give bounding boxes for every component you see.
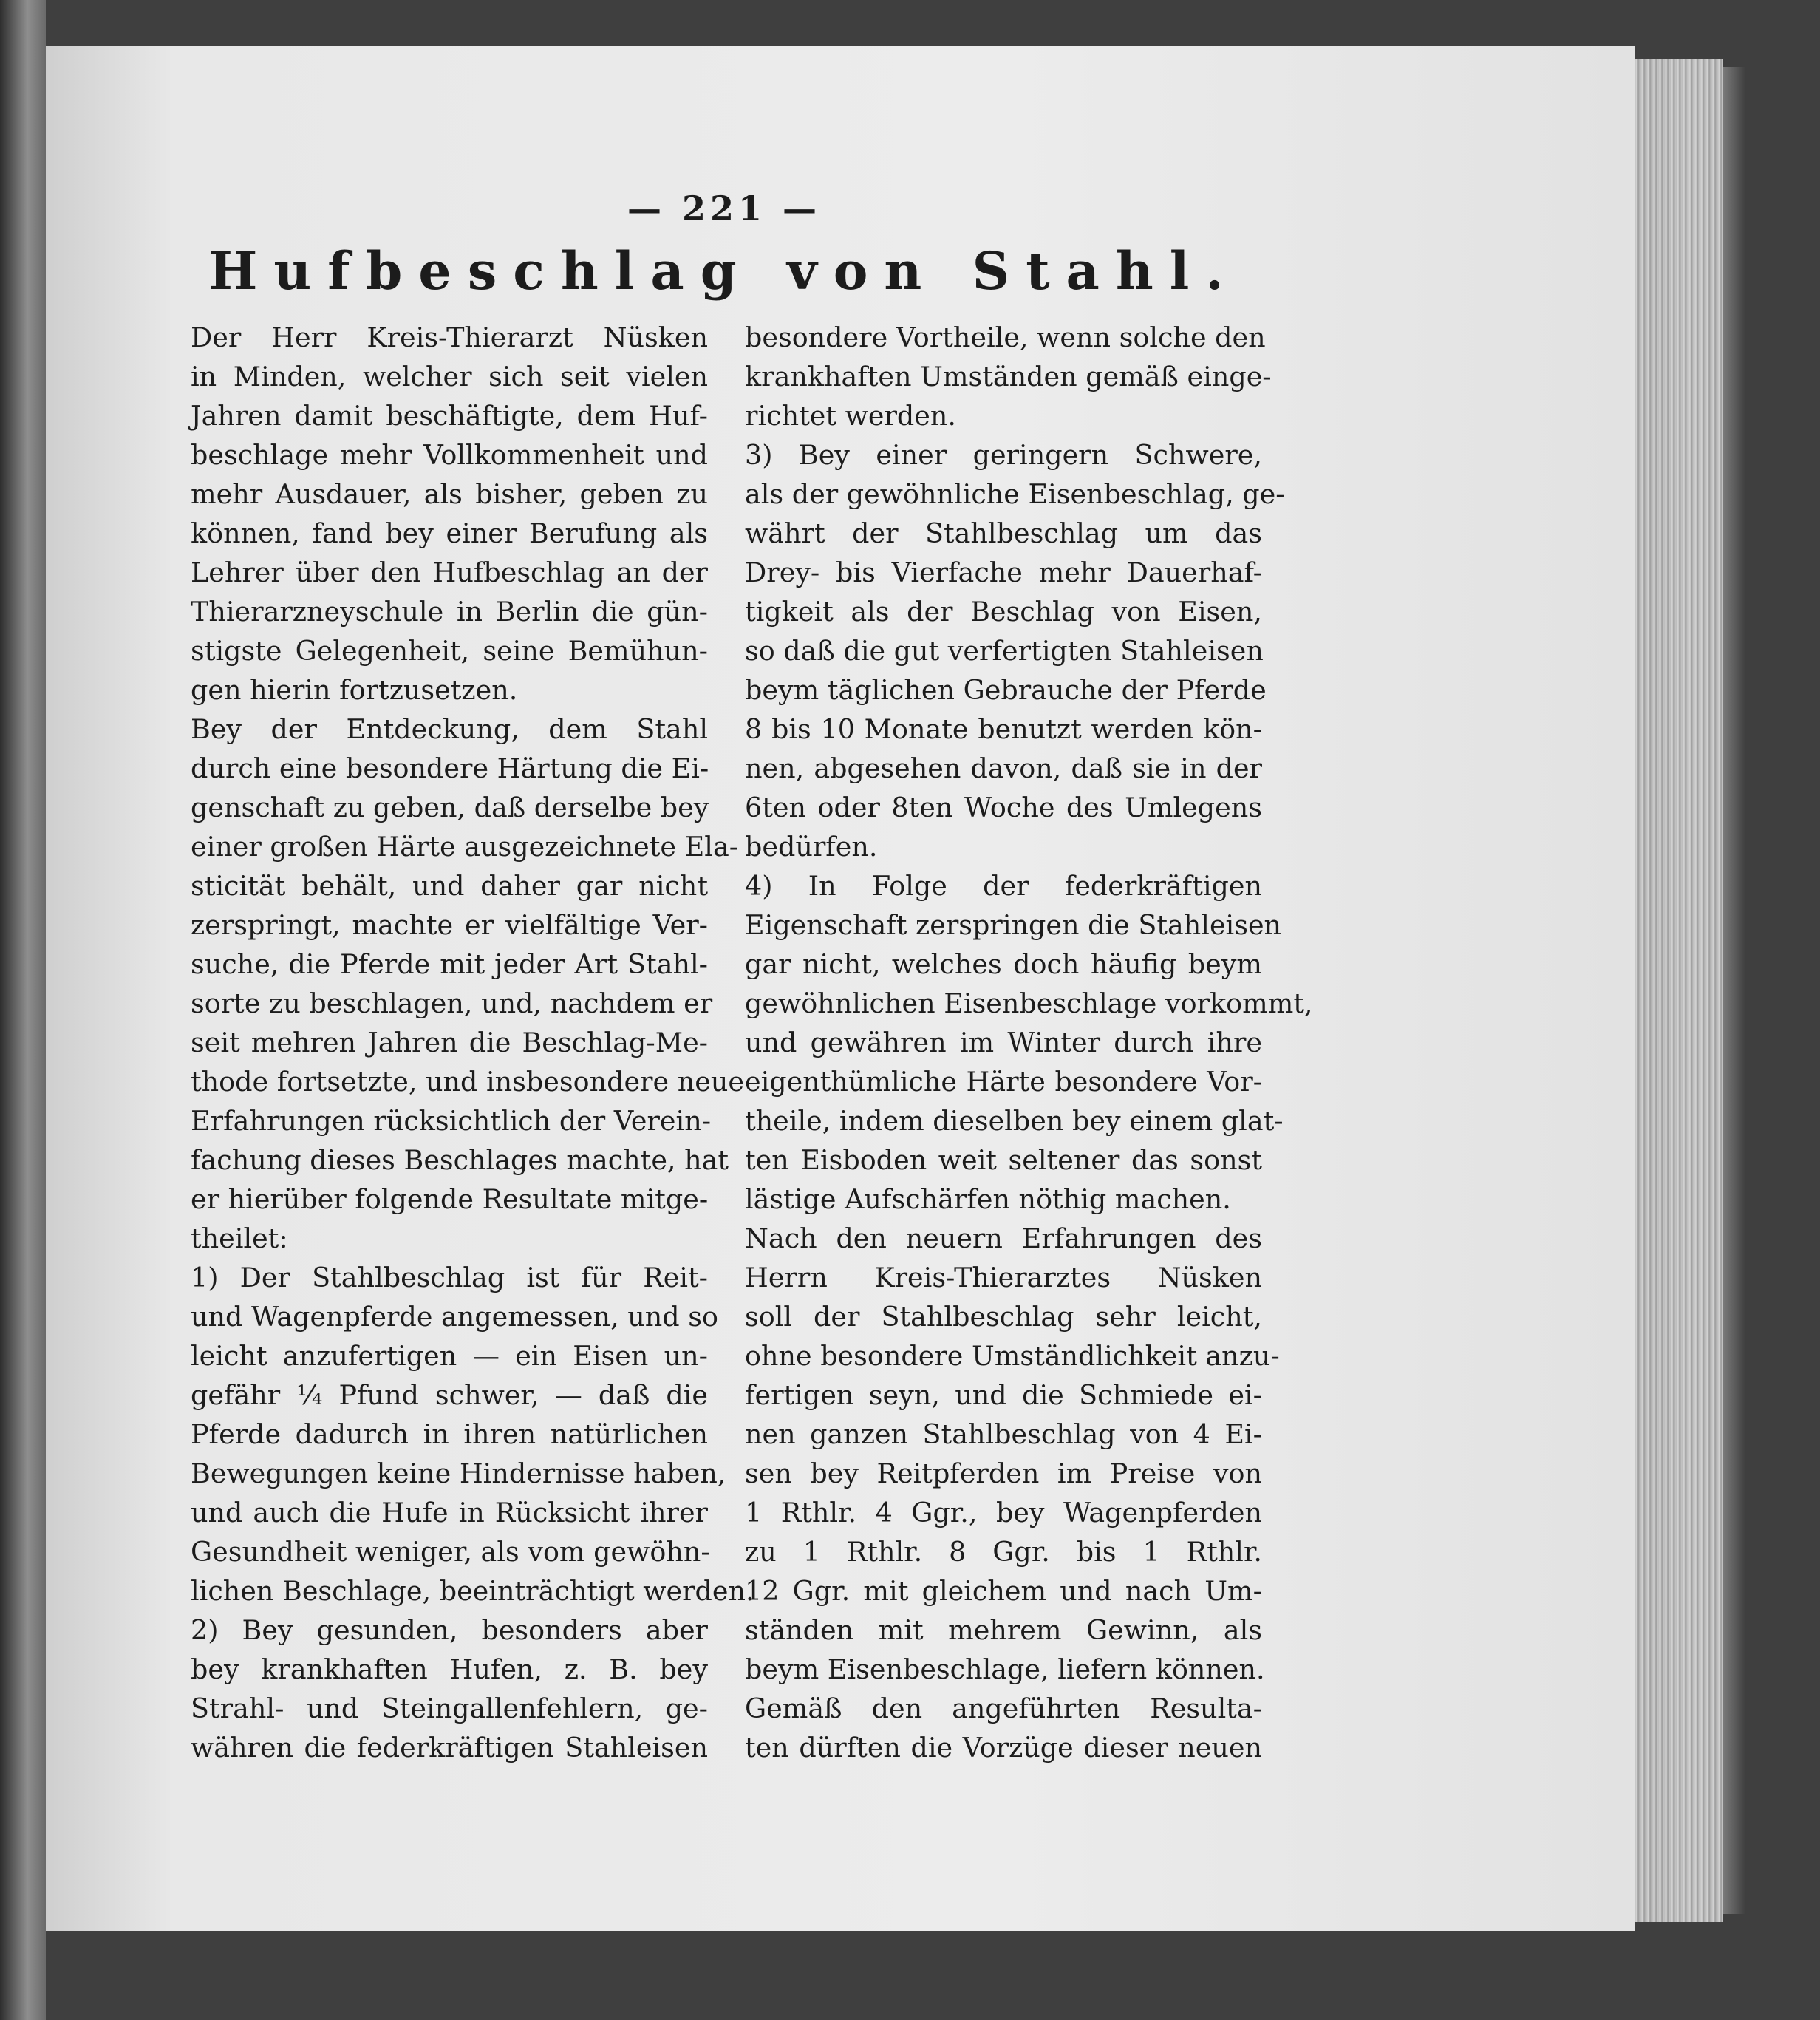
text-line: sticität behält, und daher gar nicht xyxy=(191,870,708,902)
text-line: gen hierin fortzusetzen. xyxy=(191,674,518,706)
text-line: nen ganzen Stahlbeschlag von 4 Ei- xyxy=(745,1418,1262,1450)
text-line: als der gewöhnliche Eisenbeschlag, ge- xyxy=(745,478,1285,510)
article-title: Hufbeschlag von Stahl. xyxy=(208,240,1240,302)
text-line: ten Eisboden weit seltener das sonst xyxy=(745,1144,1262,1176)
text-line: Gesundheit weniger, als vom gewöhn- xyxy=(191,1536,710,1568)
text-line: und gewähren im Winter durch ihre xyxy=(745,1027,1262,1058)
text-line: und Wagenpferde angemessen, und so xyxy=(191,1301,718,1333)
page-number: — 221 — xyxy=(627,188,822,228)
text-line: besondere Vortheile, wenn solche den xyxy=(745,322,1266,353)
text-line: er hierüber folgende Resultate mitge- xyxy=(191,1183,709,1215)
text-line: leicht anzufertigen — ein Eisen un- xyxy=(191,1340,708,1372)
text-line: nen, abgesehen davon, daß sie in der xyxy=(745,752,1262,784)
text-line: zerspringt, machte er vielfältige Ver- xyxy=(191,909,708,941)
text-line: bedürfen. xyxy=(745,831,878,863)
text-line: können, fand bey einer Berufung als xyxy=(191,517,708,549)
text-line: Nach den neuern Erfahrungen des xyxy=(745,1222,1262,1254)
text-line: lichen Beschlage, beeinträchtigt werden. xyxy=(191,1575,754,1607)
text-line: Pferde dadurch in ihren natürlichen xyxy=(191,1418,708,1450)
text-line: bey krankhaften Hufen, z. B. bey xyxy=(191,1653,708,1685)
text-line: tigkeit als der Beschlag von Eisen, xyxy=(745,596,1262,628)
text-line: einer großen Härte ausgezeichnete Ela- xyxy=(191,831,739,863)
text-column-left xyxy=(191,318,754,1767)
text-line: Thierarzneyschule in Berlin die gün- xyxy=(191,596,708,628)
text-line: fertigen seyn, und die Schmiede ei- xyxy=(745,1379,1262,1411)
text-line: soll der Stahlbeschlag sehr leicht, xyxy=(745,1301,1262,1333)
text-line: 4) In Folge der federkräftigen xyxy=(745,870,1262,902)
text-line: ohne besondere Umständlichkeit anzu- xyxy=(745,1340,1280,1372)
text-column-right xyxy=(745,318,1313,1767)
text-line: Jahren damit beschäftigte, dem Huf- xyxy=(191,400,708,432)
text-line: genschaft zu geben, daß derselbe bey xyxy=(191,792,709,823)
text-line: 12 Ggr. mit gleichem und nach Um- xyxy=(745,1575,1262,1607)
text-line: richtet werden. xyxy=(745,400,956,432)
text-line: Eigenschaft zerspringen die Stahleisen xyxy=(745,909,1282,941)
text-line: theile, indem dieselben bey einem glat- xyxy=(745,1105,1284,1137)
text-line: Lehrer über den Hufbeschlag an der xyxy=(191,557,708,588)
text-line: beym täglichen Gebrauche der Pferde xyxy=(745,674,1267,706)
text-line: gefähr ¼ Pfund schwer, — daß die xyxy=(191,1379,708,1411)
text-line: thode fortsetzte, und insbesondere neue xyxy=(191,1066,744,1098)
text-line: 6ten oder 8ten Woche des Umlegens xyxy=(745,792,1262,823)
text-line: Der Herr Kreis-Thierarzt Nüsken xyxy=(191,322,708,353)
text-line: Erfahrungen rücksichtlich der Verein- xyxy=(191,1105,712,1137)
text-line: so daß die gut verfertigten Stahleisen xyxy=(745,635,1264,667)
text-line: währt der Stahlbeschlag um das xyxy=(745,517,1262,549)
text-line: 2) Bey gesunden, besonders aber xyxy=(191,1614,708,1646)
text-line: gar nicht, welches doch häufig beym xyxy=(745,948,1262,980)
text-line: 1) Der Stahlbeschlag ist für Reit- xyxy=(191,1262,708,1293)
text-line: mehr Ausdauer, als bisher, geben zu xyxy=(191,478,708,510)
text-line: sorte zu beschlagen, und, nachdem er xyxy=(191,987,713,1019)
text-line: ten dürften die Vorzüge dieser neuen xyxy=(745,1732,1262,1764)
text-line: Drey- bis Vierfache mehr Dauerhaf- xyxy=(745,557,1262,588)
text-line: Gemäß den angeführten Resulta- xyxy=(745,1693,1262,1724)
text-line: Herrn Kreis-Thierarztes Nüsken xyxy=(745,1262,1262,1293)
text-line: ständen mit mehrem Gewinn, als xyxy=(745,1614,1262,1646)
text-line: beym Eisenbeschlage, liefern können. xyxy=(745,1653,1265,1685)
text-line: währen die federkräftigen Stahleisen xyxy=(191,1732,708,1764)
text-line: gewöhnlichen Eisenbeschlage vorkommt, xyxy=(745,987,1313,1019)
text-line: Bewegungen keine Hindernisse haben, xyxy=(191,1458,726,1489)
text-line: theilet: xyxy=(191,1222,288,1254)
text-line: und auch die Hufe in Rücksicht ihrer xyxy=(191,1497,708,1528)
text-line: Bey der Entdeckung, dem Stahl xyxy=(191,713,708,745)
text-line: 1 Rthlr. 4 Ggr., bey Wagenpferden xyxy=(745,1497,1262,1528)
text-line: eigenthümliche Härte besondere Vor- xyxy=(745,1066,1262,1098)
text-line: durch eine besondere Härtung die Ei- xyxy=(191,752,709,784)
text-line: 3) Bey einer geringern Schwere, xyxy=(745,439,1262,471)
text-line: krankhaften Umständen gemäß einge- xyxy=(745,361,1272,392)
text-line: zu 1 Rthlr. 8 Ggr. bis 1 Rthlr. xyxy=(745,1536,1262,1568)
text-line: sen bey Reitpferden im Preise von xyxy=(745,1458,1262,1489)
text-line: lästige Aufschärfen nöthig machen. xyxy=(745,1183,1231,1215)
text-line: suche, die Pferde mit jeder Art Stahl- xyxy=(191,948,708,980)
text-line: 8 bis 10 Monate benutzt werden kön- xyxy=(745,713,1262,745)
text-line: fachung dieses Beschlages machte, hat xyxy=(191,1144,729,1176)
text-line: seit mehren Jahren die Beschlag-Me- xyxy=(191,1027,708,1058)
text-line: in Minden, welcher sich seit vielen xyxy=(191,361,708,392)
text-line: stigste Gelegenheit, seine Bemühun- xyxy=(191,635,708,667)
text-line: beschlage mehr Vollkommenheit und xyxy=(191,439,708,471)
text-line: Strahl- und Steingallenfehlern, ge- xyxy=(191,1693,708,1724)
